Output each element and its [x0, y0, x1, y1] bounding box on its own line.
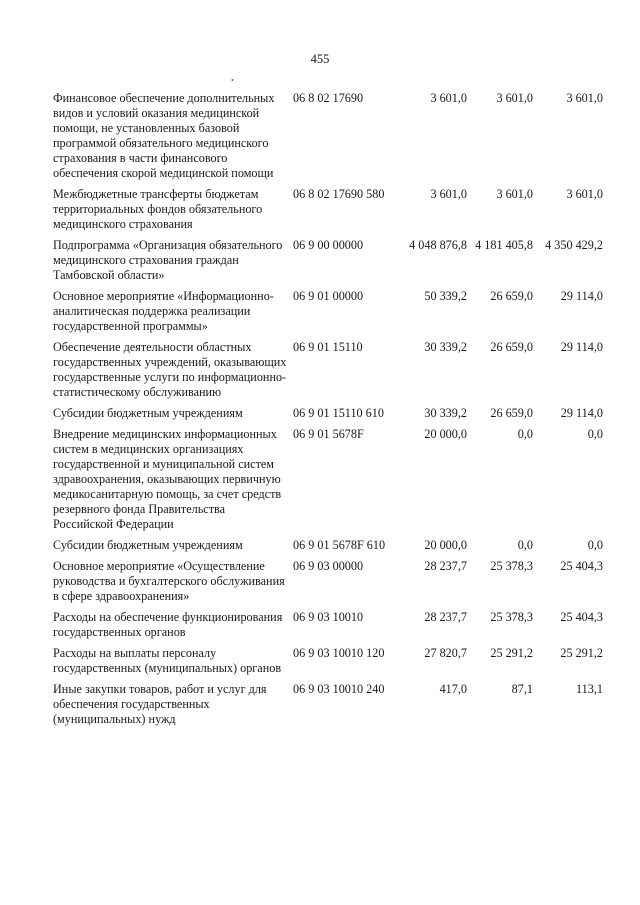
- table-row: [53, 289, 613, 334]
- budget-table: [53, 91, 613, 733]
- row-name: Субсидии бюджетным учреждениям: [53, 406, 243, 420]
- row-value-2019: 4 048 876,8: [409, 238, 467, 252]
- table-row: [53, 406, 613, 421]
- row-value-2021: 3 601,0: [566, 91, 603, 105]
- row-value-2019: 30 339,2: [424, 340, 467, 354]
- row-name: Основное мероприятие «Осуществление руководства и бухгалтерского обслуживания в сфере здравоохранения»: [53, 559, 285, 603]
- row-value-2020: 25 291,2: [490, 646, 533, 660]
- table-row: [53, 91, 613, 181]
- row-name: Основное мероприятие «Информационно-аналитическая поддержка реализации государственной программы»: [53, 289, 274, 333]
- row-value-2019: 27 820,7: [424, 646, 467, 660]
- table-row: [53, 427, 613, 532]
- row-value-2021: 29 114,0: [560, 340, 603, 354]
- row-value-2020: 87,1: [511, 682, 533, 696]
- row-value-2019: 28 237,7: [424, 559, 467, 573]
- row-value-2020: 26 659,0: [490, 289, 533, 303]
- row-value-2021: 25 404,3: [560, 559, 603, 573]
- row-name: Субсидии бюджетным учреждениям: [53, 538, 243, 552]
- row-value-2020: 0,0: [517, 538, 533, 552]
- row-value-2019: 3 601,0: [430, 91, 467, 105]
- row-code: 06 9 00 00000: [293, 238, 364, 252]
- row-name: Внедрение медицинских информационных систем в медицинских организациях государственной и муниципальной систем здравоохранения, оказывающих первичную медикосанитарную помощь, за счет средств резервного фонда Правительства Российской Федерации: [53, 427, 282, 531]
- row-value-2020: 26 659,0: [490, 340, 533, 354]
- row-value-2021: 25 291,2: [560, 646, 603, 660]
- scan-mark: •: [231, 76, 234, 85]
- row-value-2021: 25 404,3: [560, 610, 603, 624]
- row-code: 06 9 01 5678F 610: [293, 538, 386, 552]
- table-row: [53, 340, 613, 400]
- row-value-2020: 3 601,0: [496, 91, 533, 105]
- row-value-2019: 417,0: [439, 682, 467, 696]
- row-value-2021: 0,0: [587, 538, 603, 552]
- row-name: Подпрограмма «Организация обязательного медицинского страхования граждан Тамбовской области»: [53, 238, 283, 282]
- table-row: [53, 187, 613, 232]
- row-code: 06 9 01 15110: [293, 340, 363, 354]
- row-name: Расходы на выплаты персоналу государственных (муниципальных) органов: [53, 646, 282, 675]
- row-value-2020: 4 181 405,8: [475, 238, 533, 252]
- row-value-2021: 29 114,0: [560, 406, 603, 420]
- page-number: 455: [310, 52, 330, 66]
- row-code: 06 9 03 10010: [293, 610, 364, 624]
- row-value-2021: 4 350 429,2: [545, 238, 603, 252]
- table-row: [53, 646, 613, 676]
- table-row: [53, 538, 613, 553]
- row-value-2020: 3 601,0: [496, 187, 533, 201]
- row-value-2019: 20 000,0: [424, 538, 467, 552]
- row-code: 06 8 02 17690: [293, 91, 364, 105]
- row-value-2019: 50 339,2: [424, 289, 467, 303]
- row-code: 06 9 03 10010 120: [293, 646, 385, 660]
- table-row: [53, 682, 613, 727]
- row-value-2019: 30 339,2: [424, 406, 467, 420]
- row-name: Финансовое обеспечение дополнительных видов и условий оказания медицинской помощи, не установленных базовой программой обязательного медицинского страхования в части финансового обеспечения скорой медицинской помощи: [53, 91, 275, 180]
- row-value-2020: 25 378,3: [490, 559, 533, 573]
- row-value-2020: 0,0: [517, 427, 533, 441]
- table-row: [53, 559, 613, 604]
- row-code: 06 9 03 00000: [293, 559, 364, 573]
- row-name: Иные закупки товаров, работ и услуг для обеспечения государственных (муниципальных) нужд: [53, 682, 267, 726]
- row-value-2021: 113,1: [576, 682, 603, 696]
- row-value-2021: 3 601,0: [566, 187, 603, 201]
- row-name: Расходы на обеспечение функционирования государственных органов: [53, 610, 283, 639]
- row-value-2021: 29 114,0: [560, 289, 603, 303]
- table-row: [53, 238, 613, 283]
- row-name: Обеспечение деятельности областных государственных учреждений, оказывающих государственные услуги по информационно-статистическому обслуживанию: [53, 340, 287, 399]
- row-value-2020: 25 378,3: [490, 610, 533, 624]
- row-code: 06 9 01 15110 610: [293, 406, 384, 420]
- row-value-2019: 20 000,0: [424, 427, 467, 441]
- row-code: 06 9 03 10010 240: [293, 682, 385, 696]
- row-value-2019: 28 237,7: [424, 610, 467, 624]
- row-name: Межбюджетные трансферты бюджетам территориальных фондов обязательного медицинского страхования: [53, 187, 263, 231]
- row-value-2021: 0,0: [587, 427, 603, 441]
- row-code: 06 9 01 00000: [293, 289, 364, 303]
- row-code: 06 8 02 17690 580: [293, 187, 385, 201]
- row-value-2020: 26 659,0: [490, 406, 533, 420]
- row-value-2019: 3 601,0: [430, 187, 467, 201]
- table-row: [53, 610, 613, 640]
- row-code: 06 9 01 5678F: [293, 427, 364, 441]
